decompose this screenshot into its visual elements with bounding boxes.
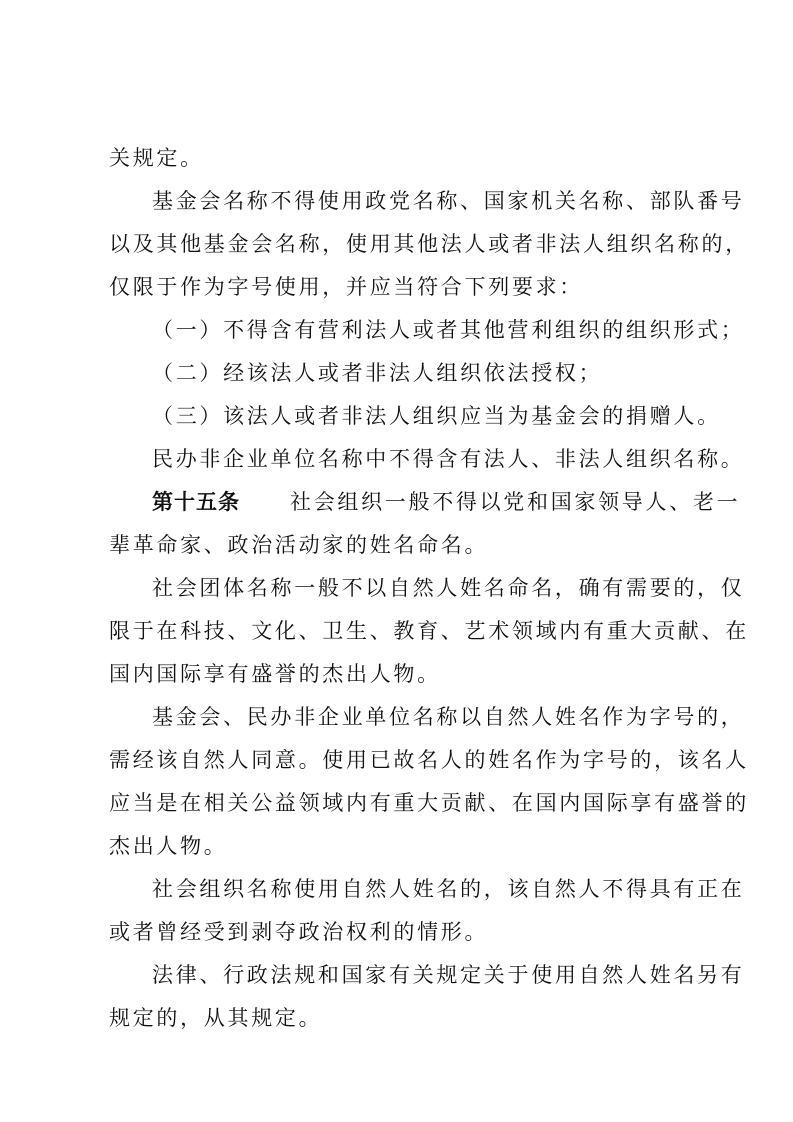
paragraph-start: 基金会、民办非企业单位名称以自然人姓名作为字号的， (152, 705, 745, 729)
text-line: 辈革命家、政治活动家的姓名命名。 (109, 533, 489, 557)
text-line: 关规定。 (109, 146, 204, 170)
paragraph-start: 法律、行政法规和国家有关规定关于使用自然人姓名另有 (152, 963, 745, 987)
text-line: 国内国际享有盛誉的杰出人物。 (109, 662, 441, 686)
text-line: 或者曾经受到剥夺政治权利的情形。 (109, 920, 489, 944)
article-number: 第十五条 (152, 490, 240, 514)
list-item-3: （三）该法人或者非法人组织应当为基金会的捐赠人。 (152, 404, 721, 428)
text-line: 规定的，从其规定。 (109, 1006, 323, 1030)
article-text: 社会组织一般不得以党和国家领导人、老一 (290, 490, 741, 514)
paragraph-start: 社会组织名称使用自然人姓名的，该自然人不得具有正在 (152, 877, 745, 901)
text-line: 以及其他基金会名称，使用其他法人或者非法人组织名称的， (109, 232, 749, 256)
paragraph-start: 社会团体名称一般不以自然人姓名命名，确有需要的，仅 (152, 576, 745, 600)
text-line: 仅限于作为字号使用，并应当符合下列要求： (109, 275, 583, 299)
text-line: 需经该自然人同意。使用已故名人的姓名作为字号的，该名人 (109, 748, 749, 772)
list-item-2: （二）经该法人或者非法人组织依法授权； (152, 361, 603, 385)
text-line: 杰出人物。 (109, 834, 228, 858)
paragraph-start: 民办非企业单位名称中不得含有法人、非法人组织名称。 (152, 447, 745, 471)
paragraph-start: 基金会名称不得使用政党名称、国家机关名称、部队番号 (152, 189, 745, 213)
list-item-1: （一）不得含有营利法人或者其他营利组织的组织形式； (152, 318, 745, 342)
text-line: 应当是在相关公益领域内有重大贡献、在国内国际享有盛誉的 (109, 791, 749, 815)
text-line: 限于在科技、文化、卫生、教育、艺术领域内有重大贡献、在 (109, 619, 749, 643)
article-heading-line (152, 482, 742, 522)
